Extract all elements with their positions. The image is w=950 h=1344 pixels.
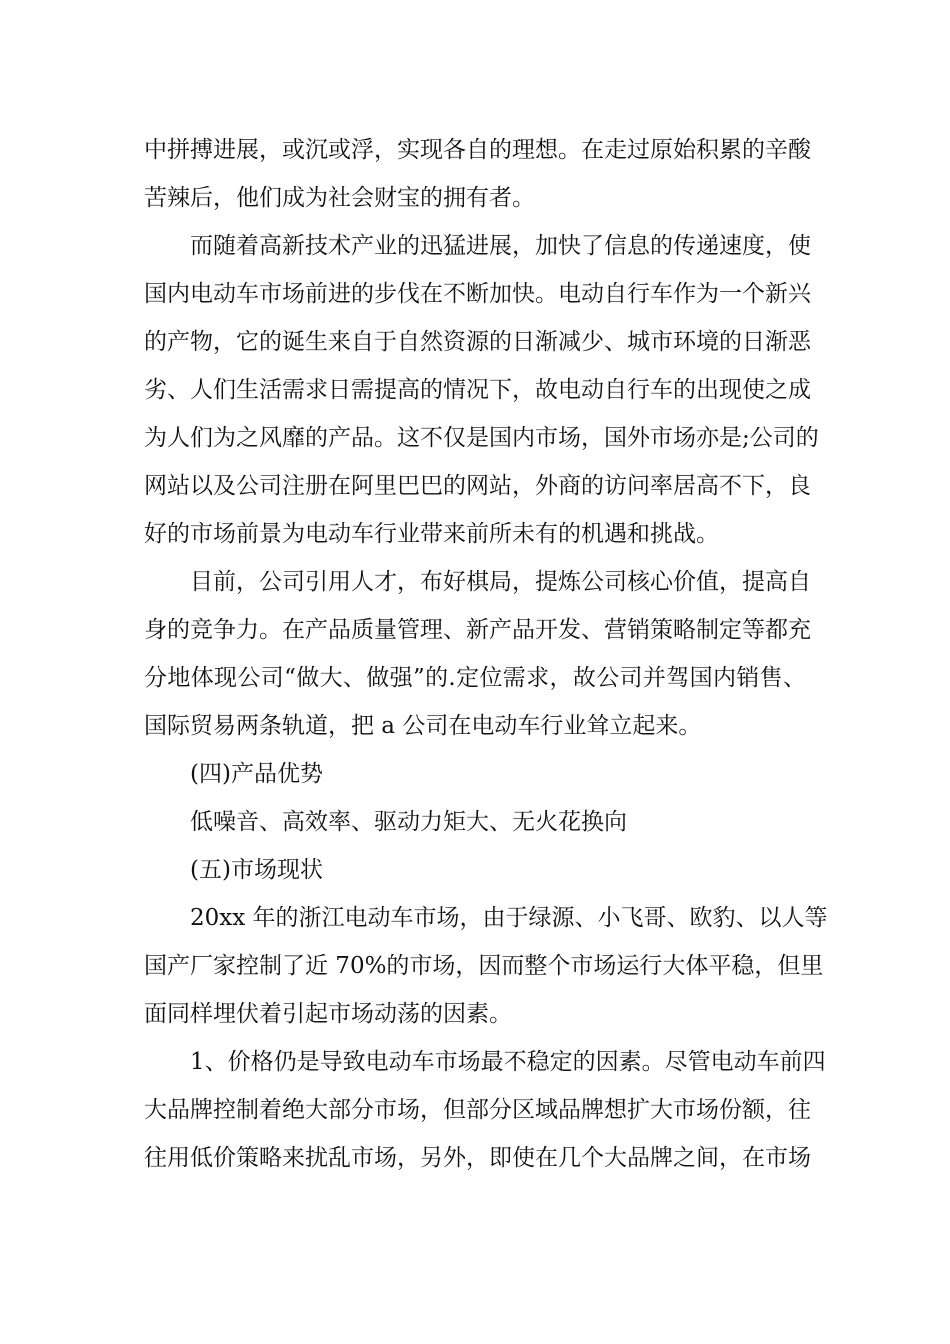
paragraph-line: 苦辣后，他们成为社会财宝的拥有者。 [144, 185, 535, 211]
section-heading: (四)产品优势 [190, 761, 323, 787]
paragraph-line: 国产厂家控制了近 70%的市场，因而整个市场运行大体平稳，但里 [144, 953, 824, 979]
paragraph-line: 为人们为之风靡的产品。这不仅是国内市场，国外市场亦是;公司的 [144, 425, 819, 451]
paragraph-line: 国内电动车市场前进的步伐在不断加快。电动自行车作为一个新兴 [144, 281, 811, 307]
paragraph-line: 1、价格仍是导致电动车市场最不稳定的因素。尽管电动车前四 [190, 1049, 826, 1075]
paragraph-line: 目前，公司引用人才，布好棋局，提炼公司核心价值，提高自 [190, 569, 811, 595]
paragraph-line: 身的竞争力。在产品质量管理、新产品开发、营销策略制定等都充 [144, 617, 811, 643]
paragraph-line: 的产物，它的诞生来自于自然资源的日渐减少、城市环境的日渐恶 [144, 329, 811, 355]
paragraph-line: 往用低价策略来扰乱市场，另外，即使在几个大品牌之间，在市场 [144, 1145, 811, 1171]
paragraph-line: 低噪音、高效率、驱动力矩大、无火花换向 [190, 809, 627, 835]
paragraph-line: 劣、人们生活需求日需提高的情况下，故电动自行车的出现使之成 [144, 377, 811, 403]
section-heading: (五)市场现状 [190, 857, 323, 883]
paragraph-line: 网站以及公司注册在阿里巴巴的网站，外商的访问率居高不下，良 [144, 473, 811, 499]
paragraph-line: 面同样埋伏着引起市场动荡的因素。 [144, 1001, 512, 1027]
paragraph-line: 大品牌控制着绝大部分市场，但部分区域品牌想扩大市场份额，往 [144, 1097, 811, 1123]
paragraph-line: 国际贸易两条轨道，把 a 公司在电动车行业耸立起来。 [144, 713, 702, 739]
paragraph-line: 分地体现公司“做大、做强”的.定位需求，故公司并驾国内销售、 [144, 665, 806, 691]
paragraph-line: 好的市场前景为电动车行业带来前所未有的机遇和挑战。 [144, 521, 719, 547]
paragraph-line: 20xx 年的浙江电动车市场，由于绿源、小飞哥、欧豹、以人等 [190, 905, 828, 931]
paragraph-line: 而随着高新技术产业的迅猛进展，加快了信息的传递速度，使 [190, 233, 811, 259]
paragraph-line: 中拼搏进展，或沉或浮，实现各自的理想。在走过原始积累的辛酸 [144, 137, 811, 163]
document-body [144, 126, 828, 1182]
